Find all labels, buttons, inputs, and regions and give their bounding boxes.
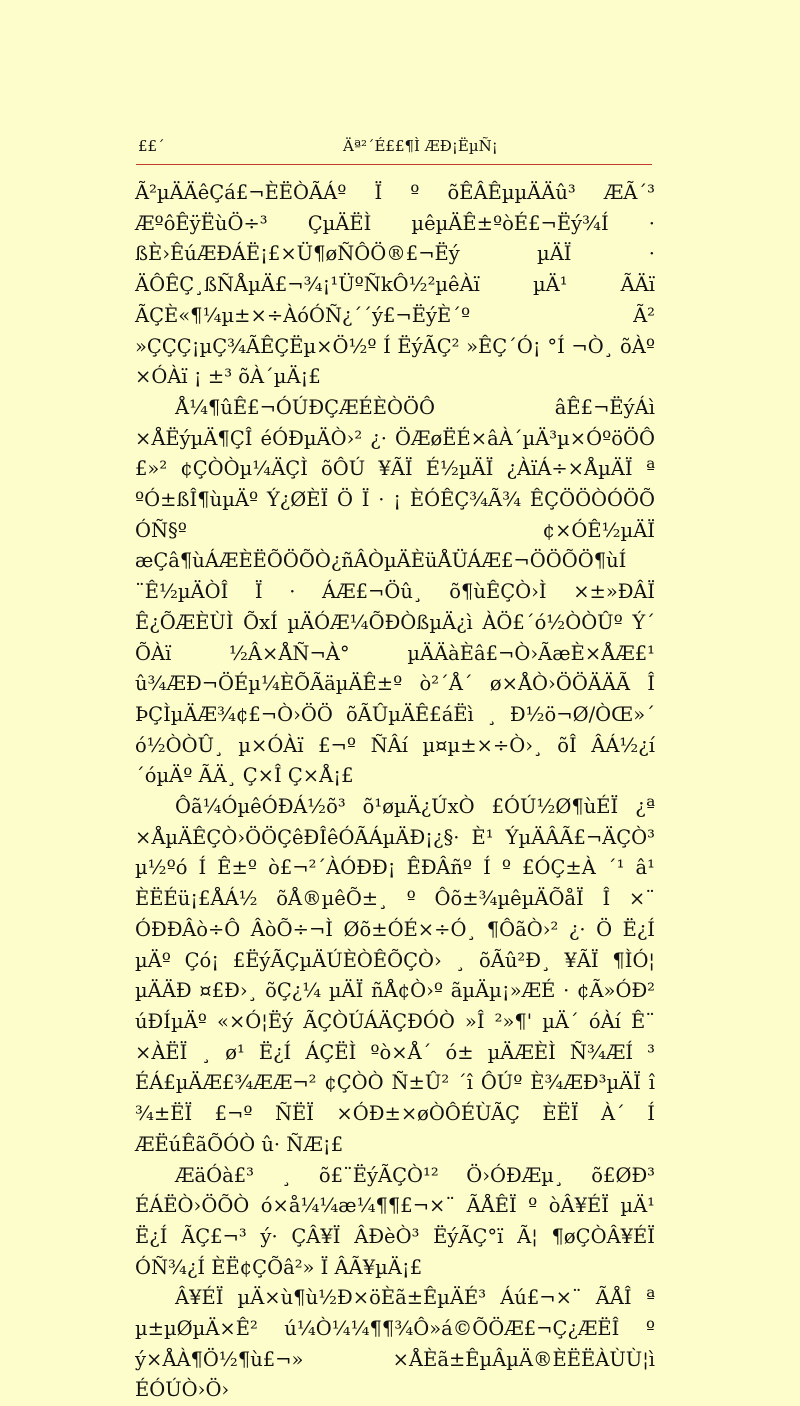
paragraph: Â¥ÉÏ µÄ×ù¶ù½Ð×öÈã±ÊµÄÉ³ Áú£¬×¨ ÃÅÎ ª µ±µØµÄ×Ê² ú¼Ò¼¼¶¶¾Ô»á©ÕÖÆ£¬Ç¿ÆËÎ º ý×ÅÀ¶Ö½¶ù£¬» ×ÅÈã±ÊµÂµÄ®ÈËËÀÙÙ¦ì ÉÓÚÒ›Ö› <box>135 1286 655 1402</box>
paragraph: ÆäÓà£³ ¸ õ£¨ËýÃÇÒ¹² Ö›ÓÐÆµ¸ õ£ØÐ³ ÉÁËÒ›ÖÕÒ ó×å¼¼æ¼¶¶£¬×¨ ÃÅÊÏ º òÂ¥ÉÏ µÄ¹ Ë¿Í ÃÇ£¬³ ý· ÇÂ¥Ï ÂÐèÒ³ ËýÃÇ°ï Ã¦ ¶øÇÒÂ¥ÉÏ ÓÑ¾¿Í ÈË¢ÇÕâ²» Ï ÂÃ¥µÄ¡£ <box>135 1163 655 1279</box>
page-number: ££´ <box>138 137 165 155</box>
paragraph: Ôã¼ÓµêÓÐÁ½õ³ õ¹øµÄ¿ÚxÒ £ÓÚ½Ø¶ùÉÏ ¿ª ×ÅµÄÊÇÒ›ÖÖÇêÐÎêÓÃÁµÄÐ¡¿§· È¹ ÝµÄÂÃ£¬ÄÇÒ³ µ½ºó Í Ê±º ò£¬²´ÀÓÐÐ¡ ÊÐÂñº Í º £ÓÇ±À ´¹ â¹ ÈËÉü¡£ÅÁ½ õÅ®µêÕ±¸ º Ôõ±¾µêµÄÕåÏ Î ×¨ ÓÐÐÂò÷Ô ÂòÕ÷¬Ì Øõ±ÓÉ×÷Ó¸ ¶ÔãÒ›² ¿· Ö Ë¿Í µÄº Çó¡ £ËýÃÇµÄÚÈÒÊÕÇÒ› ¸ õÃû²Ð¸ ¥ÃÏ ¶ÌÓ¦ µÄÄÐ ¤£Ð›¸ õÇ¿¼ µÄÏ ñÅ¢Ò›º ãµÄµ¡»ÆÉ · ¢Ã»ÓÐ² úÐÍµÄº «×Ó¦Ëý ÃÇÒÚÁÄÇÐÓÒ »Î ²»¶' µÄ´ óÀí Ê¨ ×ÀËÏ ¸ ø¹ Ë¿Í ÁÇËÌ ºò×Å´ ó± µÄÆÈÌ Ñ¾ÆÍ ³ ÉÁ£µÄÆ£¾ÆÆ¬² ¢ÇÒÒ Ñ±Û² ´î ÔÚº È¾ÆÐ³µÄÏ î ¾±ËÏ £¬º ÑËÏ ×ÓÐ±×øÒÔÉÙÃÇ ÈËÏ À´ Í ÆËúÊãÕÓÒ û· ÑÆ¡£ <box>135 795 655 1156</box>
body-text <box>135 178 655 1406</box>
running-title: Äª²´É££¶Ì ÆÐ¡ËµÑ¡ <box>343 137 498 155</box>
paragraph: Ã²µÄÄêÇá£¬ÈËÒÃÁº Ï º õÊÂÊµµÄÄû³ ÆÃ´³ ÆºôÊÿËùÖ÷³ ÇµÄËÌ µêµÄÊ±ºòÉ£¬Ëý¾Í · ßÈ›ÊúÆÐÁË¡£×Ü¶øÑÔÖ®£¬Ëý µÄÏ · ÄÔÊÇ¸ßÑÅµÄ£¬¾¡¹ÜºÑkÔ½²µêÀï µÄ¹ ÃÄï ÃÇÈ«¶¼µ±×÷ÀóÓÑ¿´´ý£¬ËýÈ´º Ã² »ÇÇÇ¡µÇ¾ÃÊÇËµ×Ö½º Í ËýÃÇ² »ÊÇ´Ó¡ °Í ¬Ò¸ õÀº ×ÓÀï ¡ ±³ õÀ´µÄ¡£ <box>135 181 655 389</box>
header-rule <box>136 164 652 165</box>
page-header <box>138 133 652 159</box>
paragraph: Å¼¶ûÊ£¬ÓÚÐÇÆÉÈÒÖÔ âÊ£¬ËýÁì ×ÅËýµÄ¶ÇÎ éÓÐµÄÒ›² ¿· ÖÆøËÉ×âÀ´µÄ³µ×ÓºöÖÔ £»² ¢ÇÒÒµ¼ÄÇÌ õÔÚ ¥ÃÏ É½µÄÏ ¿ÀïÁ÷×ÅµÄÏ ª ºÓ±ßÎ¶ùµÄº Ý¿ØÈÏ Ö Ï · ¡ ÈÓÊÇ¾Ã¾ ÊÇÖÖÒÓÖÕ ÓÑ§º ¢×ÓÊ½µÄÏ æÇâ¶ùÁÆÈËÕÖÕÒ¿ñÂÒµÄÈüÅÜÁÆ£¬ÖÖÕÖ¶ùÍ ¨Ê½µÄÒÎ Ï · ÁÆ£¬Öû¸ õ¶ùÊÇÒ›Ì ×±»ÐÂÏ Ê¿ÕÆÈÙÌ ÕxÍ µÄÓÆ¼ÕÐÒßµÄ¿ì ÀÖ£´ó½ÒÒÛº Ý´ ÕÀï ½Â×ÅÑ¬À° µÄÄàÈâ£¬Ò›ÃæÈ×ÅÆ£¹ û¾ÆÐ¬ÖÉµ¼ÈÕÃäµÄÊ±º ò²´Å´ ø×ÅÒ›ÖÖÄÄÃ Î ÞÇÌµÄÆ¾¢£¬Ò›ÖÖ õÃÛµÄÊ£áËì ¸ Ð½ö¬Ø/ÒŒ»´ ó½ÒÒÛ¸ µ×ÓÀï £¬º ÑÂí µ¤µ±×÷Ò›¸ õÎ ÂÁ½¿í ´óµÄº ÃÄ¸ Ç×Î Ç×Å¡£ <box>135 395 655 788</box>
